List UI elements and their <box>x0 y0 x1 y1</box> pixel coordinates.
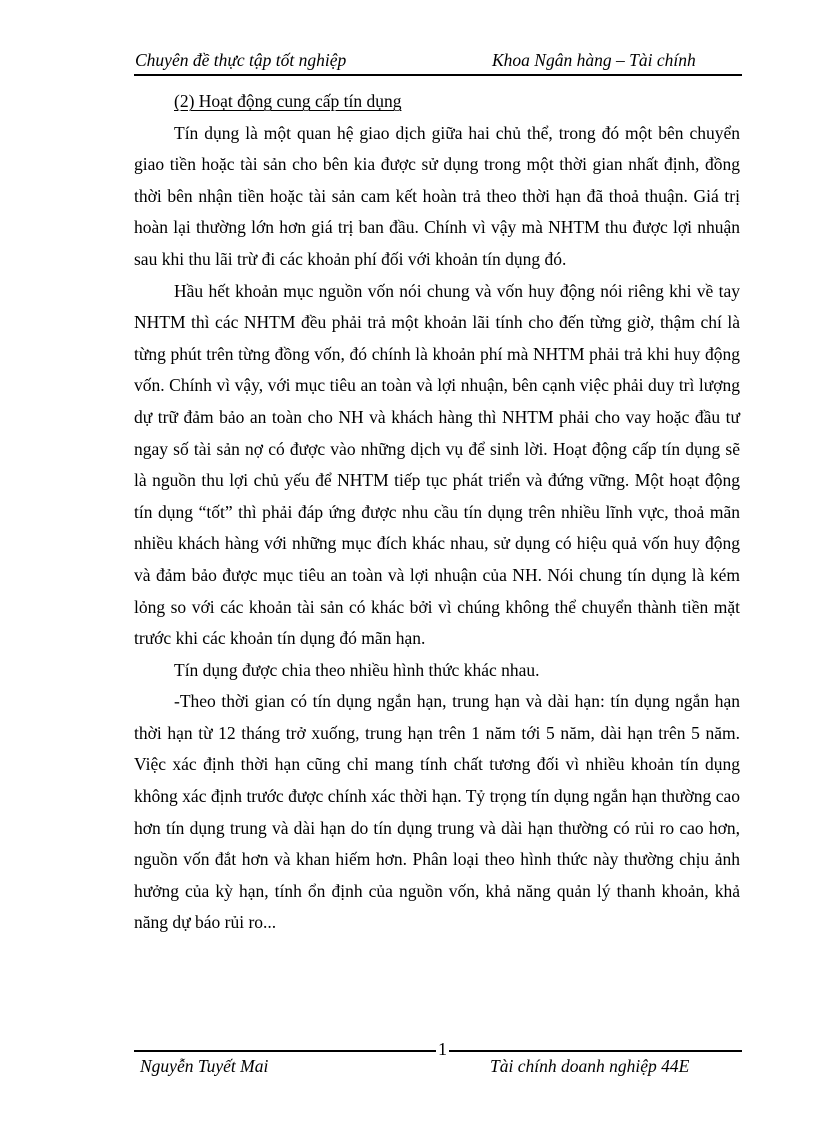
section-heading: (2) Hoạt động cung cấp tín dụng <box>174 91 402 111</box>
document-body <box>134 86 740 939</box>
page-header <box>134 46 742 76</box>
page-footer <box>134 1039 742 1082</box>
header-right-text: Khoa Ngân hàng – Tài chính <box>492 50 696 70</box>
paragraph-credit-forms: Tín dụng được chia theo nhiều hình thức khác nhau. <box>174 659 540 680</box>
header-left-text: Chuyên đề thực tập tốt nghiệp <box>135 50 347 70</box>
paragraph-credit-role: Hầu hết khoản mục nguồn vốn nói chung và vốn huy động nói riêng khi về tay NHTM thì các NHTM đều phải trả một khoản lãi tính cho đến từng giờ, thậm chí là từng phút trên từng đồng vốn, đó chính là khoản phí mà NHTM phải trả khi huy động vốn. Chính vì vậy, với mục tiêu an toàn và lợi nhuận, bên cạnh việc phải duy trì lượng dự trữ đảm bảo an toàn cho NH và khách hàng thì NHTM phải cho vay hoặc đầu tư ngay số tài sản nợ có được vào những dịch vụ để sinh lời. Hoạt động cấp tín dụng sẽ là nguồn thu lợi chủ yếu để NHTM tiếp tục phát triển và đứng vững. Một hoạt động tín dụng “tốt” thì phải đáp ứng được nhu cầu tín dụng trên nhiều lĩnh vực, thoả mãn nhiều khách hàng với những mục đích khác nhau, sử dụng có hiệu quả vốn huy động và đảm bảo được mục tiêu an toàn và lợi nhuận của NH. Nói chung tín dụng là kém lỏng so với các khoản tài sản có khác bởi vì chúng không thể chuyển thành tiền mặt trước khi các khoản tín dụng đó mãn hạn. <box>134 280 740 649</box>
page-number: 1 <box>438 1039 447 1059</box>
paragraph-credit-definition: Tín dụng là một quan hệ giao dịch giữa hai chủ thể, trong đó một bên chuyển giao tiền hoặc tài sản cho bên kia được sử dụng trong một thời gian nhất định, đồng thời bên nhận tiền hoặc tài sản cam kết hoàn trả theo thời hạn đã thoả thuận. Giá trị hoàn lại thường lớn hơn giá trị ban đầu. Chính vì vậy mà NHTM thu được lợi nhuận sau khi thu lãi trừ đi các khoản phí đối với khoản tín dụng đó. <box>134 122 740 269</box>
footer-class: Tài chính doanh nghiệp 44E <box>490 1056 690 1076</box>
paragraph-credit-term: -Theo thời gian có tín dụng ngắn hạn, trung hạn và dài hạn: tín dụng ngắn hạn thời hạn từ 12 tháng trở xuống, trung hạn trên 1 năm tới 5 năm, dài hạn trên 5 năm. Việc xác định thời hạn cũng chỉ mang tính chất tương đối vì nhiều khoản tín dụng không xác định trước được chính xác thời hạn. Tỷ trọng tín dụng ngắn hạn thường cao hơn tín dụng trung và dài hạn do tín dụng trung và dài hạn thường có rủi ro cao hơn, nguồn vốn đắt hơn và khan hiếm hơn. Phân loại theo hình thức này thường chịu ảnh hưởng của kỳ hạn, tính ổn định của nguồn vốn, khả năng quản lý thanh khoản, khả năng dự báo rủi ro... <box>134 691 740 933</box>
footer-author: Nguyễn Tuyết Mai <box>140 1056 269 1076</box>
